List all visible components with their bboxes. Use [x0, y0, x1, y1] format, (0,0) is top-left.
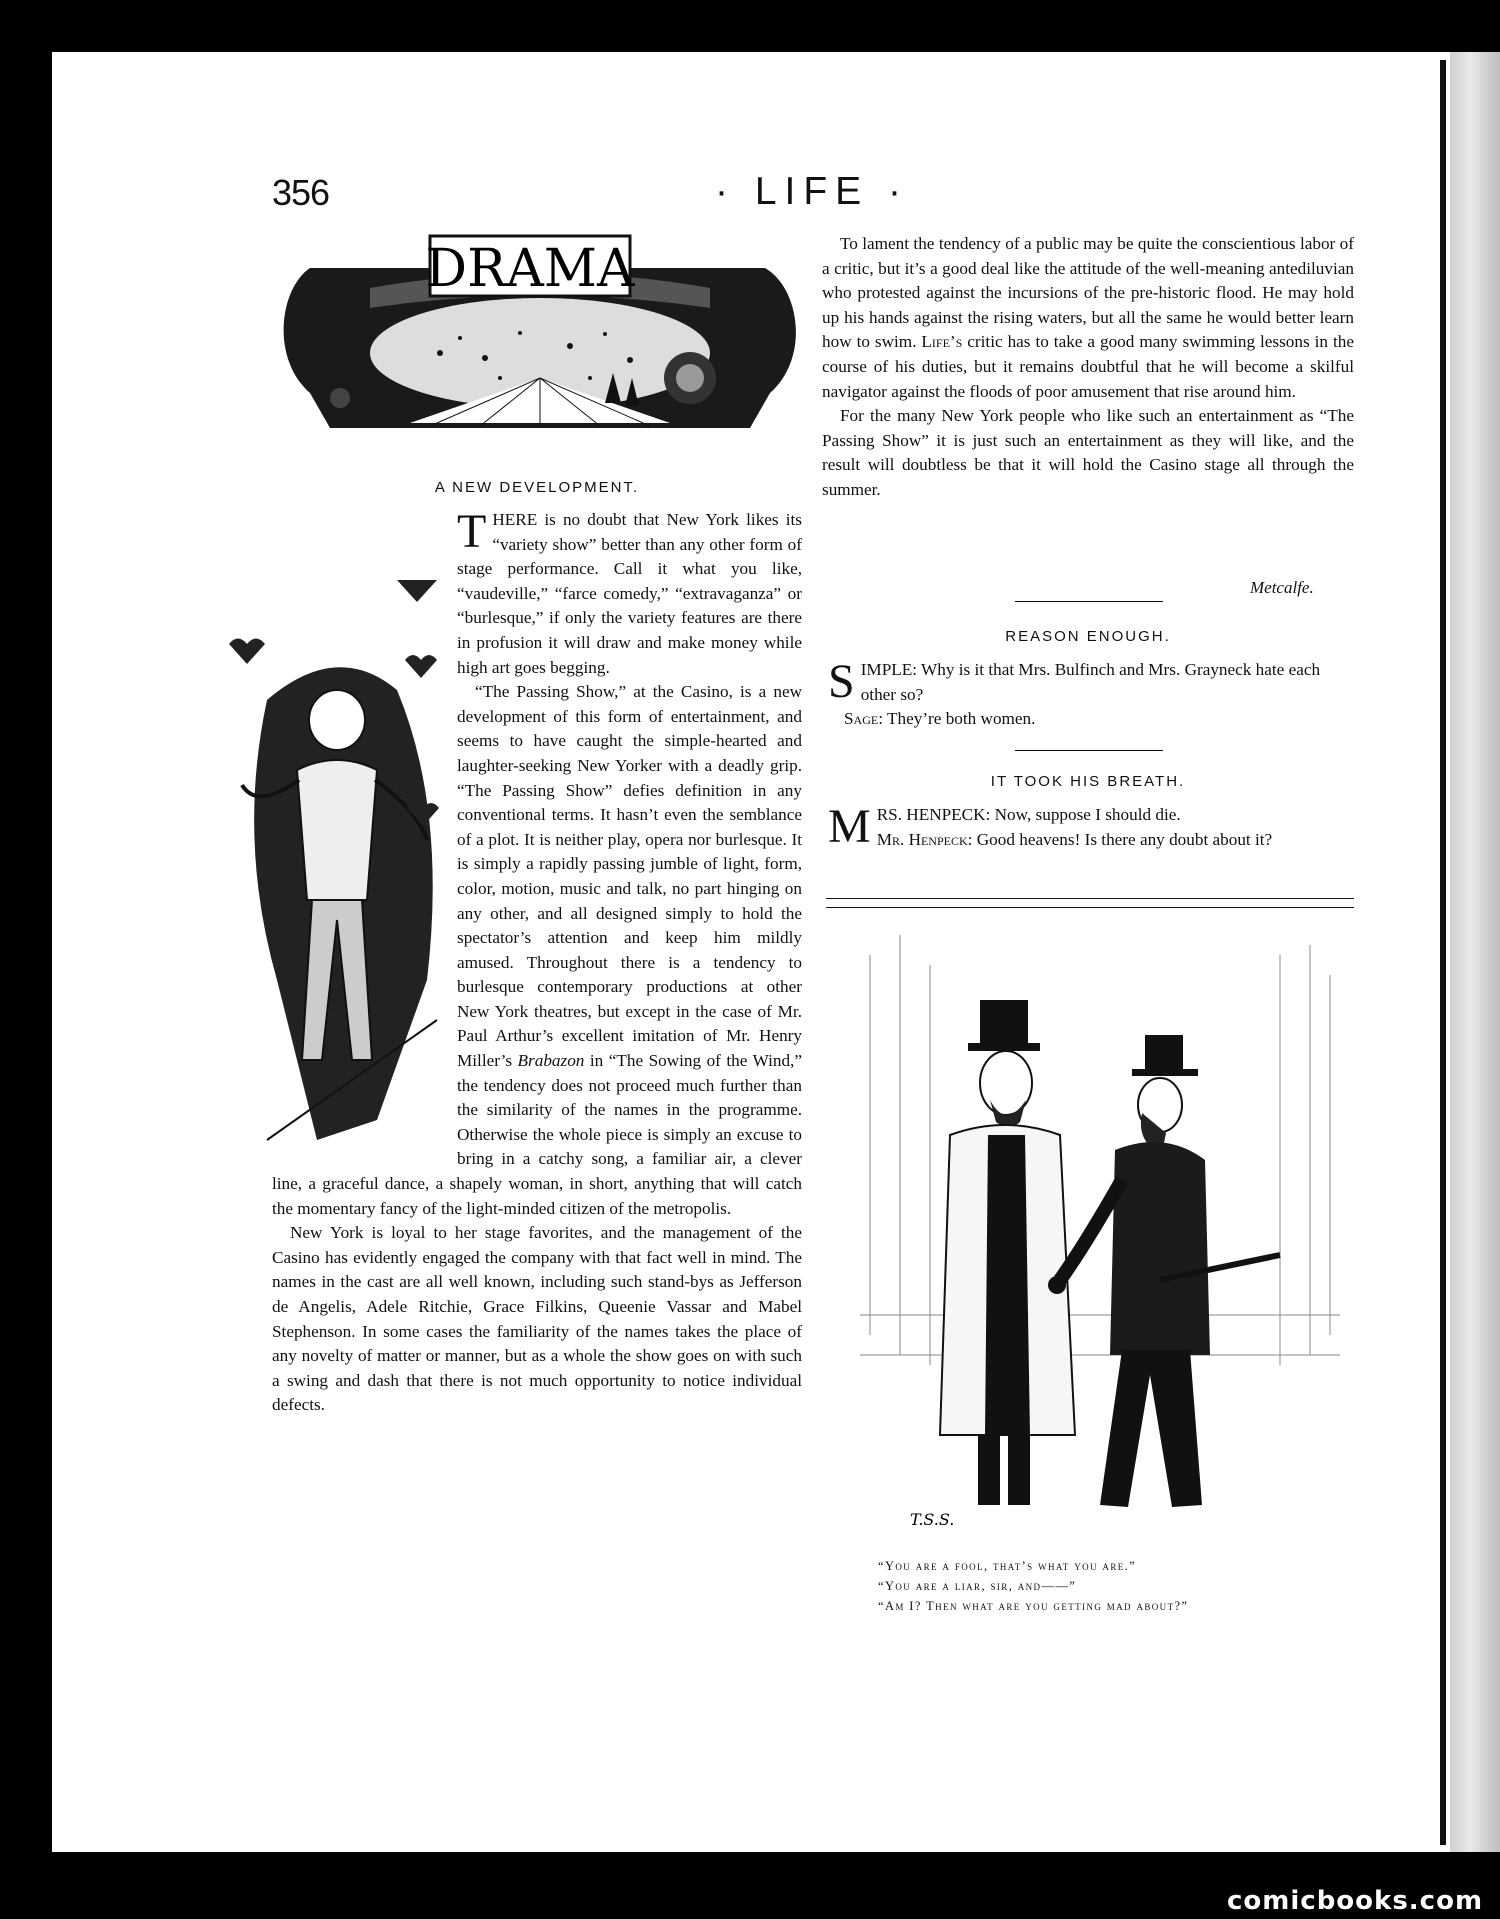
drop-cap: S	[828, 655, 855, 708]
joke1-speaker-1: IMPLE:	[860, 660, 918, 679]
page-number: 356	[272, 172, 330, 213]
caption-line: “You are a liar, sir, and——”	[878, 1579, 1077, 1593]
joke1-line-2: They’re both women.	[887, 709, 1036, 729]
article-paragraph-1: HERE is no doubt that New York likes its “variety show” better than any other form of stage performance. Call it what you like, “vaudeville,” “farce comedy,” “extravaganza” or “burlesque,” if only the variety features are there in profusion it will draw and make money while high art goes begging.	[457, 510, 802, 677]
italic-title: Brabazon	[517, 1051, 585, 1071]
article-heading: A NEW DEVELOPMENT.	[434, 479, 640, 496]
article-paragraph-2-end: in “The Sowing of the Wind,” the tendency does not proceed much further than the similarity of the names in the programme. Otherwise the whole piece is simply an excuse to bring in a catchy song, a familiar air, a clever line, a graceful dance, a shapely woman, in short, anything that will catch the momentary fancy of the light-minded citizen of the metropolis.	[272, 1051, 802, 1218]
article-paragraph-2: “The Passing Show,” at the Casino, is a new development of this form of entertainment, and seems to have caught the simple-hearted and laughter-seeking New Yorker with a deadly grip. “The Passing Show” defies definition in any conventional terms. It hasn’t even the semblance of a plot. It is neither play, opera nor burlesque. It is simply a rapidly passing jumble of light, form, color, motion, music and talk, no part hinging on any other, and all designed simply to hold the spectator’s attention and keep him mildly amused. Throughout there is a tendency to burlesque contemporary productions at other New York theatres, but except in the case of Mr. Paul Arthur’s excellent imitation of Mr. Henry Miller’s	[457, 682, 802, 1071]
masthead: · LIFE ·	[715, 170, 910, 213]
joke2-line-2: Good heavens! Is there any doubt about it?	[976, 829, 1273, 849]
caption-line: “You are a fool, that’s what you are.”	[878, 1559, 1137, 1573]
joke1-line-1: Why is it that Mrs. Bulfinch and Mrs. Grayneck hate each other so?	[860, 660, 1321, 704]
article-left-column	[272, 505, 802, 1418]
dancer-illustration	[227, 580, 447, 1150]
magazine-name-smallcaps: Life’s	[921, 332, 963, 352]
artist-signature: T.S.S.	[910, 1510, 955, 1529]
article-paragraph-4: To lament the tendency of a public may be quite the conscientious labor of a critic, but it’s a good deal like the attitude of the well-meaning antediluvian who protested against the incursions of the pre-historic flood. He may hold up his hands against the rising waters, but all the same he would better learn how to swim.	[822, 234, 1354, 352]
article-right-column	[822, 232, 1354, 503]
drama-banner-illustration	[270, 228, 805, 448]
joke1-speaker-2: Sage:	[844, 709, 883, 729]
drop-cap: M	[828, 800, 871, 853]
article-paragraph-4-end: critic has to take a good many swimming lessons in the course of his duties, but it remains doubtful that he will become a skilful navigator against the floods of poor amusement that rise around him.	[822, 332, 1354, 401]
banner-title: DRAMA	[425, 239, 635, 299]
cartoon-caption	[878, 1556, 1333, 1616]
joke1-body	[828, 655, 1354, 732]
facing-page-edge	[1450, 52, 1500, 1852]
joke2-line-1: Now, suppose I should die.	[994, 805, 1181, 824]
joke2-speaker-2: Mr. Henpeck:	[876, 829, 973, 849]
article-paragraph-5: For the many New York people who like such an entertainment as “The Passing Show” it is just such an entertainment as they will like, and the result will doubtless be that it will hold the Casino stage all through the summer.	[822, 406, 1354, 499]
cartoon-illustration	[860, 935, 1340, 1540]
article-paragraph-3: New York is loyal to her stage favorites, and the management of the Casino has evidently engaged the company with that fact well in mind. The names in the cast are all well known, including such stand-bys as Jefferson de Angelis, Adele Ritchie, Grace Filkins, Queenie Vassar and Mabel Stephenson. In some cases the familiarity of the names takes the place of any novelty of matter or manner, but as a whole the show goes on with such a swing and dash that there is not much opportunity to notice individual defects.	[272, 1223, 802, 1415]
page-fold-shadow	[1440, 60, 1446, 1845]
divider	[1015, 750, 1163, 751]
joke1-heading: REASON ENOUGH.	[1005, 628, 1171, 645]
joke2-speaker-1: RS. HENPECK:	[876, 805, 991, 824]
section-double-rule	[826, 898, 1354, 908]
joke2-body	[828, 800, 1354, 853]
caption-line: “Am I? Then what are you getting mad about?”	[878, 1599, 1189, 1613]
joke2-heading: IT TOOK HIS BREATH.	[990, 773, 1186, 790]
site-watermark: comicbooks.com	[1227, 1886, 1484, 1916]
drop-cap: T	[457, 505, 487, 558]
author-signature: Metcalfe.	[1250, 578, 1314, 597]
divider	[1015, 601, 1163, 602]
